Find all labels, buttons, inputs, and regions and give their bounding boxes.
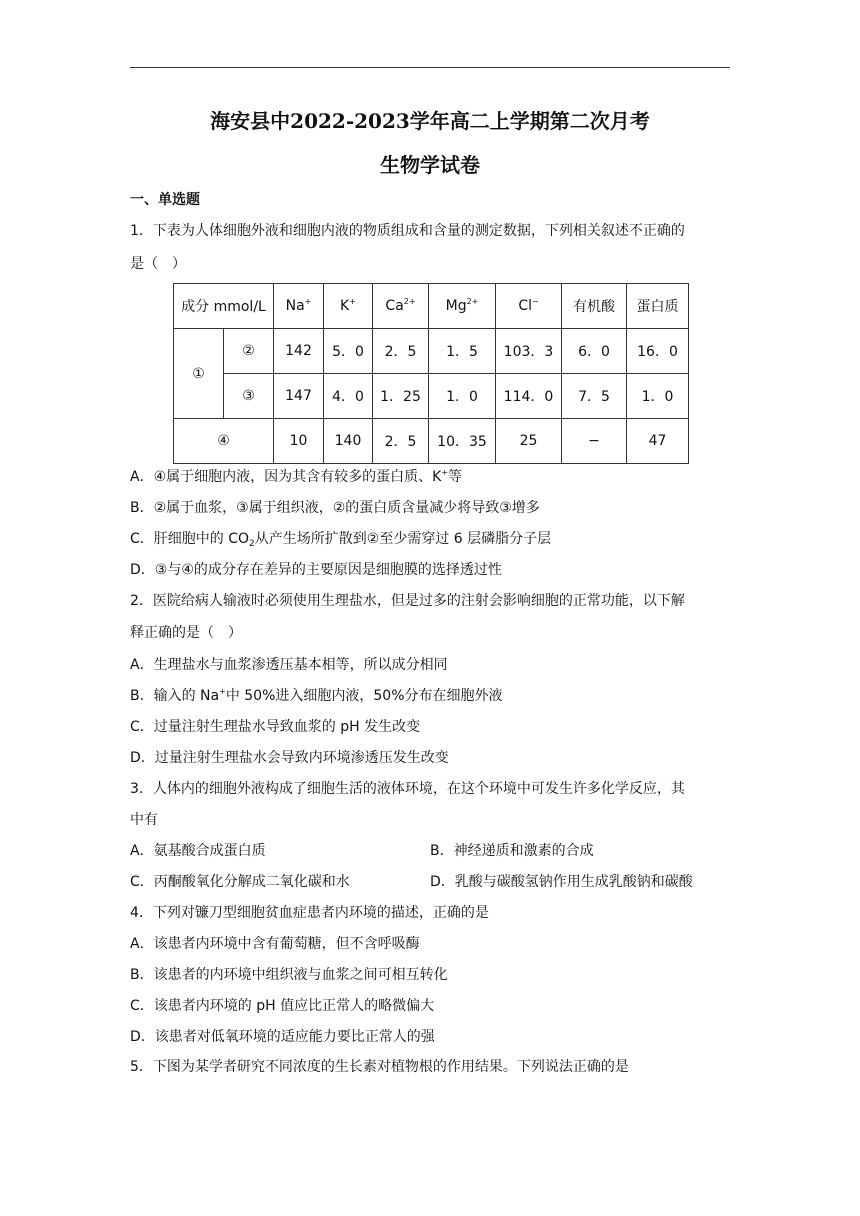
q1-option-c: C．肝细胞中的 $CO_2$从产生场所扩散到②至少需穿过 6 层磷脂分子层 xyxy=(130,531,552,549)
table-cell: 5．0 xyxy=(324,329,373,374)
table-cell: 142 xyxy=(274,329,324,374)
table-cell: − xyxy=(562,419,627,464)
q1-option-a: A．④属于细胞内液，因为其含有较多的蛋白质、K+等 xyxy=(130,468,463,485)
table-cell: 25 xyxy=(496,419,562,464)
table-header-cell: Cl− xyxy=(496,284,562,329)
q2-stem-line2: 释正确的是（ ） xyxy=(130,625,242,641)
exam-title: 海安县中2022-2023学年高二上学期第二次月考 xyxy=(210,109,650,133)
table-row-label: ② xyxy=(224,329,274,374)
table-cell: 16．0 xyxy=(627,329,689,374)
table-group-label: ① xyxy=(174,329,224,419)
table-cell: 6．0 xyxy=(562,329,627,374)
q3-option-d: D．乳酸与碳酸氢钠作用生成乳酸钠和碳酸 xyxy=(430,874,693,890)
table-cell: 1．5 xyxy=(429,329,496,374)
table-header-cell: $Mg^{2+}$ xyxy=(429,284,496,329)
table-cell: 1．0 xyxy=(429,374,496,419)
q2-option-a: A．生理盐水与血浆渗透压基本相等，所以成分相同 xyxy=(130,657,448,673)
table-header-cell: K+ xyxy=(324,284,373,329)
q2-option-b: B．输入的 Na+中 50%进入细胞内液，50%分布在细胞外液 xyxy=(130,687,503,704)
table-cell: 10 xyxy=(274,419,324,464)
q4-option-c: C．该患者内环境的 pH 值应比正常人的略微偏大 xyxy=(130,998,435,1014)
q2-option-c: C．过量注射生理盐水导致血浆的 pH 发生改变 xyxy=(130,719,421,735)
q4-stem: 4．下列对镰刀型细胞贫血症患者内环境的描述，正确的是 xyxy=(130,905,489,921)
table-cell: 103．3 xyxy=(496,329,562,374)
table-row xyxy=(174,374,689,419)
table-cell: 2．5 xyxy=(373,329,429,374)
q5-stem: 5．下图为某学者研究不同浓度的生长素对植物根的作用结果。下列说法正确的是 xyxy=(130,1059,629,1075)
table-header-cell: 蛋白质 xyxy=(627,284,689,329)
q1-option-d: D．③与④的成分存在差异的主要原因是细胞膜的选择透过性 xyxy=(130,562,502,578)
q2-option-d: D．过量注射生理盐水会导致内环境渗透压发生改变 xyxy=(130,750,449,766)
section-heading: 一、单选题 xyxy=(130,192,200,208)
table-cell: 7．5 xyxy=(562,374,627,419)
q3-option-a: A．氨基酸合成蛋白质 xyxy=(130,843,266,859)
table-cell: 2．5 xyxy=(373,419,429,464)
table-cell: 114．0 xyxy=(496,374,562,419)
table-row-label: ④ xyxy=(174,419,274,464)
q3-stem-line2: 中有 xyxy=(130,812,158,828)
exam-subtitle: 生物学试卷 xyxy=(380,153,480,177)
table-header-cell: 成分 mmol/L xyxy=(174,284,274,329)
q4-option-a: A．该患者内环境中含有葡萄糖，但不含呼吸酶 xyxy=(130,936,420,952)
table-header-cell: $Ca^{2+}$ xyxy=(373,284,429,329)
table-header-cell: Na+ xyxy=(274,284,324,329)
table-row xyxy=(174,419,689,464)
table-cell: 1．0 xyxy=(627,374,689,419)
q3-option-b: B．神经递质和激素的合成 xyxy=(430,843,594,859)
q1-option-b: B．②属于血浆，③属于组织液，②的蛋白质含量减少将导致③增多 xyxy=(130,500,540,516)
q4-option-b: B．该患者的内环境中组织液与血浆之间可相互转化 xyxy=(130,967,448,983)
table-cell: 147 xyxy=(274,374,324,419)
q1-data-table xyxy=(173,283,689,464)
table-row-label: ③ xyxy=(224,374,274,419)
q3-option-c: C．丙酮酸氧化分解成二氧化碳和水 xyxy=(130,874,350,890)
q4-option-d: D．该患者对低氧环境的适应能力要比正常人的强 xyxy=(130,1029,435,1045)
table-cell: 140 xyxy=(324,419,373,464)
table-cell: 1．25 xyxy=(373,374,429,419)
q3-stem-line1: 3．人体内的细胞外液构成了细胞生活的液体环境，在这个环境中可发生许多化学反应，其 xyxy=(130,781,685,797)
header-rule xyxy=(130,67,730,68)
table-cell: 47 xyxy=(627,419,689,464)
table-cell: 10．35 xyxy=(429,419,496,464)
table-cell: 4．0 xyxy=(324,374,373,419)
q1-stem-line2: 是（ ） xyxy=(130,256,186,272)
table-header-row xyxy=(174,284,689,329)
q2-stem-line1: 2．医院给病人输液时必须使用生理盐水，但是过多的注射会影响细胞的正常功能，以下解 xyxy=(130,593,685,609)
table-row xyxy=(174,329,689,374)
q1-stem-line1: 1．下表为人体细胞外液和细胞内液的物质组成和含量的测定数据，下列相关叙述不正确的 xyxy=(130,223,685,239)
table-header-cell: 有机酸 xyxy=(562,284,627,329)
